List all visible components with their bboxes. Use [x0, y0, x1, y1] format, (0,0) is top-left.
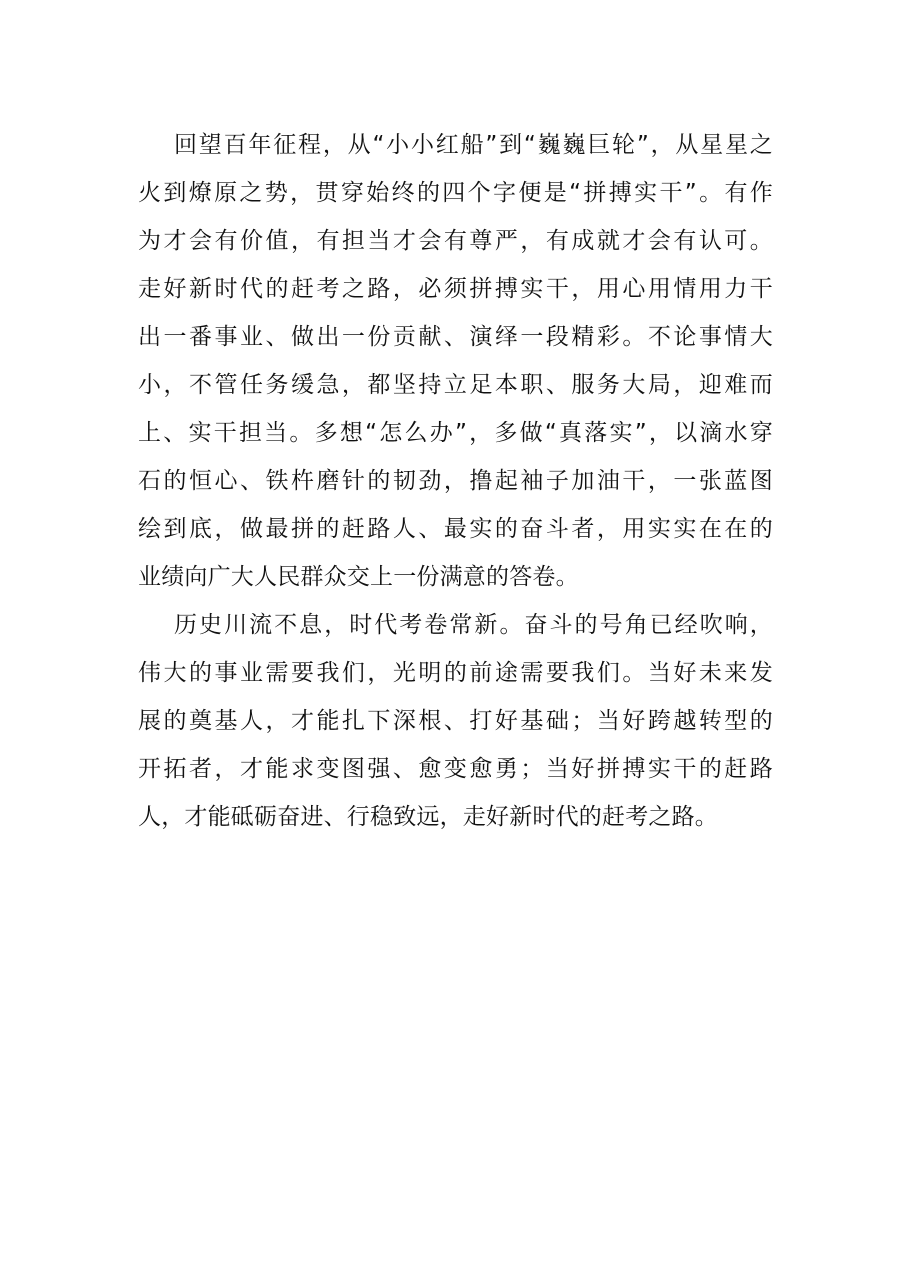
text-line: 小，不管任务缓急，都坚持立足本职、服务大局，迎难而 — [138, 372, 773, 398]
text-line: 绘到底，做最拼的赶路人、最实的奋斗者，用实实在在的 — [138, 516, 773, 542]
text-line: 为才会有价值，有担当才会有尊严，有成就才会有认可。 — [138, 228, 773, 254]
text-line: 走好新时代的赶考之路，必须拼搏实干，用心用情用力干 — [138, 276, 773, 302]
text-line: 展的奠基人，才能扎下深根、打好基础；当好跨越转型的 — [138, 708, 773, 734]
text-line: 历史川流不息，时代考卷常新。奋斗的号角已经吹响， — [174, 612, 773, 638]
text-line: 回望百年征程，从“小小红船”到“巍巍巨轮”，从星星之 — [174, 132, 773, 158]
document-body — [138, 121, 773, 841]
text-line: 人，才能砥砺奋进、行稳致远，走好新时代的赶考之路。 — [138, 804, 718, 830]
text-line: 火到燎原之势，贯穿始终的四个字便是“拼搏实干”。有作 — [138, 180, 773, 206]
text-line: 出一番事业、做出一份贡献、演绎一段精彩。不论事情大 — [138, 324, 773, 350]
text-line: 业绩向广大人民群众交上一份满意的答卷。 — [138, 564, 579, 590]
text-line: 石的恒心、铁杵磨针的韧劲，撸起袖子加油干，一张蓝图 — [138, 468, 773, 494]
text-line: 开拓者，才能求变图强、愈变愈勇；当好拼搏实干的赶路 — [138, 756, 773, 782]
text-line: 上、实干担当。多想“怎么办”，多做“真落实”，以滴水穿 — [138, 420, 773, 446]
paragraph-2 — [138, 601, 773, 841]
text-line: 伟大的事业需要我们，光明的前途需要我们。当好未来发 — [138, 660, 773, 686]
paragraph-1 — [138, 121, 773, 601]
